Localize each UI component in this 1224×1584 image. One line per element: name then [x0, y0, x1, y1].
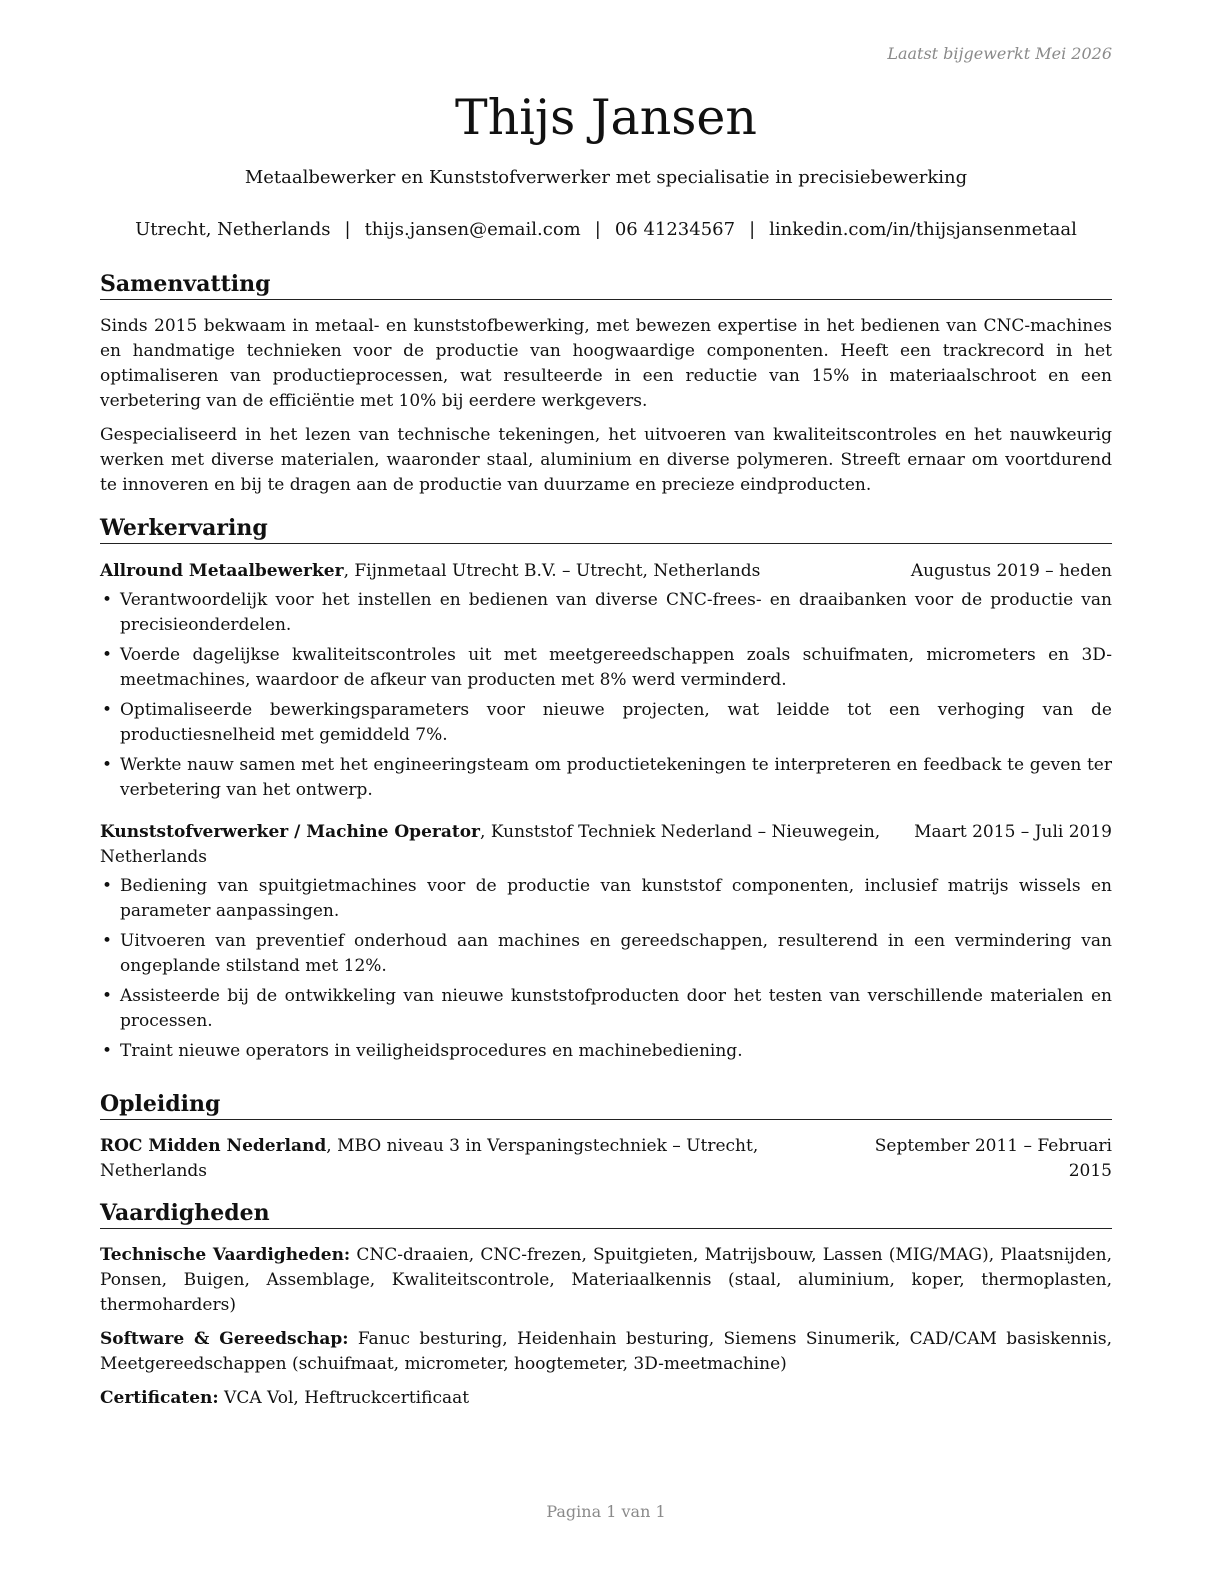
list-item: • Optimaliseerde bewerkingsparameters voor nieuwe projecten, wat leidde tot een verhoging van de productiesnelheid met gemiddeld 7%. — [100, 698, 1112, 748]
contact-linkedin[interactable]: linkedin.com/in/thijsjansenmetaal — [769, 219, 1077, 240]
job-entry — [100, 559, 1112, 803]
skill-group-label: Technische Vaardigheden: — [100, 1245, 351, 1265]
last-updated-note: Laatst bijgewerkt Mei 2026 — [887, 44, 1112, 63]
list-item: • Bediening van spuitgietmachines voor de productie van kunststof componenten, inclusief matrijs wissels en parameter aanpassingen. — [100, 874, 1112, 924]
job-dates: Augustus 2019 – heden — [910, 561, 1112, 581]
job-company: , Fijnmetaal Utrecht B.V. – Utrecht, Netherlands — [343, 561, 761, 581]
list-item: • Werkte nauw samen met het engineeringsteam om productietekeningen te interpreteren en feedback te geven ter verbetering van het ontwerp. — [100, 753, 1112, 803]
skill-group — [100, 1327, 1112, 1377]
list-item: • Voerde dagelijkse kwaliteitscontroles uit met meetgereedschappen zoals schuifmaten, micrometers en 3D-meetmachines, waardoor de afkeur van producten met 8% werd verminderd. — [100, 643, 1112, 693]
job-header — [100, 820, 1112, 870]
summary-paragraph: Sinds 2015 bekwaam in metaal- en kunststofbewerking, met bewezen expertise in het bedienen van CNC-machines en handmatige technieken voor de productie van hoogwaardige componenten. Heeft een trackrecord in het optimaliseren van productieprocessen, wat resulteerde in een reductie van 15% in materiaalschroot en een verbetering van de efficiëntie met 10% bij eerdere werkgevers. — [100, 316, 1112, 411]
list-item: • Uitvoeren van preventief onderhoud aan machines en gereedschappen, resulterend in een vermindering van ongeplande stilstand met 12%. — [100, 929, 1112, 979]
contact-email[interactable]: thijs.jansen@email.com — [364, 219, 581, 240]
contact-separator: | — [344, 219, 351, 240]
job-bullet-list — [100, 588, 1112, 803]
education-entry — [100, 1134, 1112, 1184]
section-title-experience: Werkervaring — [100, 514, 1112, 544]
job-dates: Maart 2015 – Juli 2019 — [914, 822, 1112, 842]
job-bullet-list — [100, 874, 1112, 1064]
skill-group-value: VCA Vol, Heftruckcertificaat — [218, 1388, 470, 1408]
summary-paragraph: Gespecialiseerd in het lezen van technische tekeningen, het uitvoeren van kwaliteitscontroles en het nauwkeurig werken met diverse materialen, waaronder staal, aluminium en diverse polymeren. Streeft ernaar om voortdurend te innoveren en bij te dragen aan de productie van duurzame en precieze eindproducten. — [100, 425, 1112, 495]
section-title-skills: Vaardigheden — [100, 1199, 1112, 1229]
contact-separator: | — [749, 219, 756, 240]
education-dates: September 2011 – Februari 2015 — [874, 1136, 1112, 1181]
contact-line — [100, 219, 1112, 240]
candidate-headline: Metaalbewerker en Kunststofverwerker met specialisatie in precisiebewerking — [244, 167, 968, 188]
list-item: • Verantwoordelijk voor het instellen en bedienen van diverse CNC-frees- en draaibanken voor de productie van precisieonderdelen. — [100, 588, 1112, 638]
skill-group-label: Certificaten: — [100, 1388, 219, 1408]
job-company: , Kunststof Techniek Nederland – Nieuwegein, Netherlands — [100, 822, 881, 867]
job-role: Kunststofverwerker / Machine Operator — [100, 822, 481, 842]
skills-section — [100, 1199, 1112, 1420]
education-school: ROC Midden Nederland — [100, 1136, 327, 1156]
job-header — [100, 559, 1112, 584]
contact-phone[interactable]: 06 41234567 — [614, 219, 736, 240]
summary-section — [100, 270, 1112, 498]
skill-group — [100, 1243, 1112, 1318]
skill-group-label: Software & Gereedschap: — [100, 1329, 349, 1349]
contact-separator: | — [594, 219, 601, 240]
list-item: • Assisteerde bij de ontwikkeling van nieuwe kunststofproducten door het testen van verschillende materialen en processen. — [100, 984, 1112, 1034]
candidate-name: Thijs Jansen — [455, 89, 757, 146]
section-title-summary: Samenvatting — [100, 270, 1112, 300]
page-number: Pagina 1 van 1 — [546, 1502, 666, 1521]
skill-group-value: CNC-draaien, CNC-frezen, Spuitgieten, Matrijsbouw, Lassen (MIG/MAG), Plaatsnijden, Ponsen, Buigen, Assemblage, Kwaliteitscontrole, Materiaalkennis (staal, aluminium, koper, thermoplasten, thermoharders) — [100, 1245, 1113, 1315]
education-detail: , MBO niveau 3 in Verspaningstechniek – Utrecht, Netherlands — [100, 1136, 759, 1181]
job-entry — [100, 820, 1112, 1064]
skill-group — [100, 1386, 1112, 1411]
skill-group-value: Fanuc besturing, Heidenhain besturing, Siemens Sinumerik, CAD/CAM basiskennis, Meetgereedschappen (schuifmaat, micrometer, hoogtemeter, 3D-meetmachine) — [100, 1329, 1113, 1374]
section-title-education: Opleiding — [100, 1090, 1112, 1120]
contact-location: Utrecht, Netherlands — [135, 219, 331, 240]
list-item: • Traint nieuwe operators in veiligheidsprocedures en machinebediening. — [100, 1039, 1112, 1064]
experience-section — [100, 514, 1112, 1069]
education-section — [100, 1090, 1112, 1184]
job-role: Allround Metaalbewerker — [100, 561, 344, 581]
